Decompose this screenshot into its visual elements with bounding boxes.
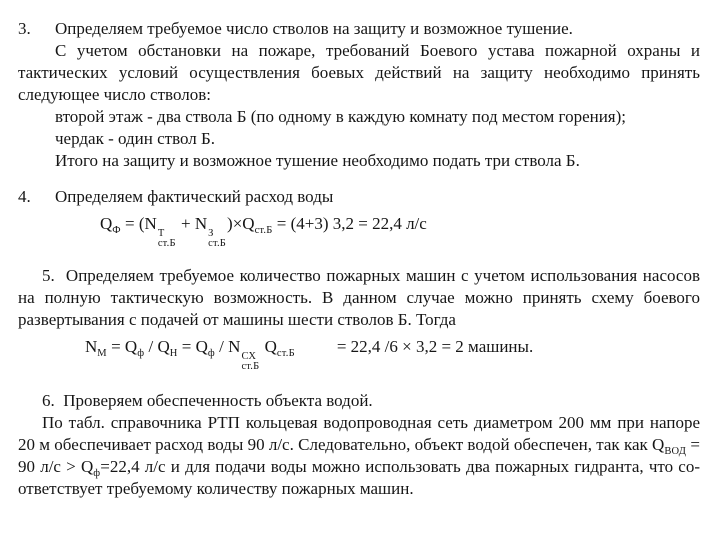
paragraph-6-title: 6. Проверяем обеспеченность объекта водой.: [42, 391, 373, 410]
item-4-number: 4.: [18, 187, 31, 206]
list-item-attic: чердак - один ствол Б.: [55, 129, 215, 148]
paragraph-6-body: По табл. справочника РТП кольцевая водопроводная сеть диаметром 200 мм при напоре 20 м обеспечивает расход воды 90 л/с. Следовательно, объект водой обеспечен, так как $Q_{ВОД} = 90$ $л/с > Q_ф=22,4$ л/с и для подачи воды можно использовать два пожарных гидранта, что со-ответствует требуемому количеству пожарных машин.: [18, 413, 701, 498]
item-3: [18, 18, 700, 40]
item-4: [18, 186, 700, 208]
paragraph-5: 5. Определяем требуемое количество пожарных машин с учетом использования насосов на полную тактическую возможность. В данном случае можно принять схему боевого развертывания с подачей от машины шести стволов Б. Тогда: [18, 266, 700, 329]
formula-actual-water-flow: $Q_Ф = (N$ Т ст.Б + N З ст.Б )$\times Q_{ст.Б} = (4+3)$ 3,2 = 22,4 л/с: [100, 214, 427, 249]
item-3-number: 3.: [18, 19, 31, 38]
formula-number-of-trucks: $N_М = Q_ф / Q_Н = Q_ф / N$ СХ ст.Б $Q_{ст.Б} = 22,4$ /6 × 3,2 = 2 машины.: [85, 337, 534, 372]
list-item-second-floor: второй этаж - два ствола Б (по одному в каждую комнату под местом горения);: [55, 107, 627, 126]
list-item-total: Итого на защиту и возможное тушение необходимо подать три ствола Б.: [55, 151, 580, 170]
paragraph-3-body: С учетом обстановки на пожаре, требований Боевого устава пожарной охраны и тактических условий осуществления боевых действий на защиту необходимо принять следующее число стволов:: [18, 41, 700, 104]
item-4-title: Определяем фактический расход воды: [55, 187, 334, 206]
item-3-title: Определяем требуемое число стволов на защиту и возможное тушение.: [55, 19, 573, 38]
